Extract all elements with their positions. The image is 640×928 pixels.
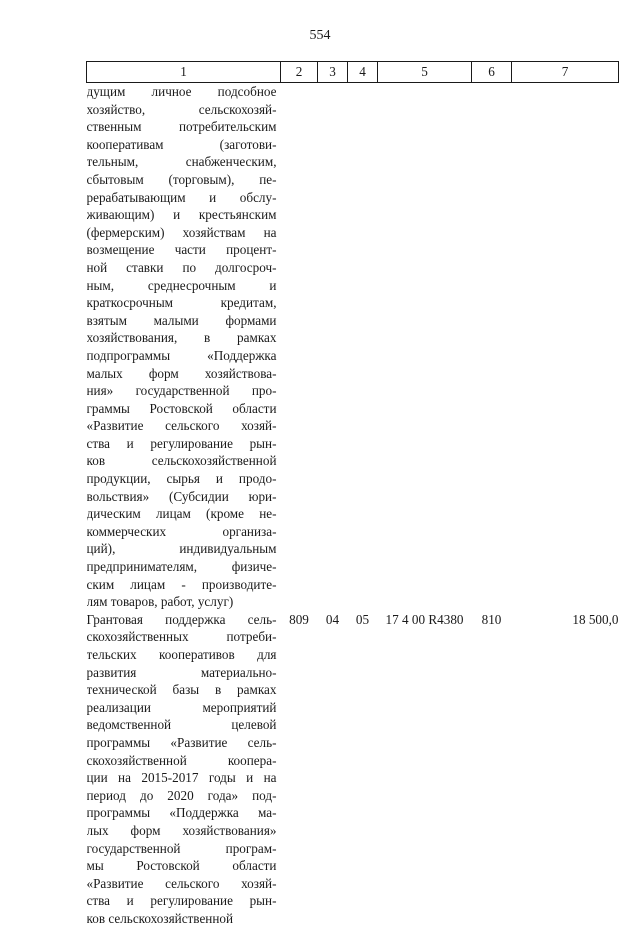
description-line: программы «Поддержка ма- [86, 805, 277, 821]
description-line: период до 2020 года» под- [86, 787, 277, 803]
description-line: тельным, снабженческим, [86, 154, 277, 170]
cell-col-2 [281, 83, 318, 611]
description-line: хозяйство, сельскохозяй- [86, 101, 277, 117]
description-line: взятым малыми формами [86, 312, 277, 328]
cell-col-2: 809 [289, 611, 309, 627]
cell-col-5 [378, 83, 472, 611]
header-col-7: 7 [512, 62, 619, 83]
description-line: скохозяйственной коопера- [86, 752, 277, 768]
description-line: возмещение части процент- [86, 242, 277, 258]
description-line: сбытовым (торговым), пе- [86, 171, 277, 187]
description-line: дущим личное подсобное [86, 84, 277, 99]
table-row [87, 611, 619, 928]
description-line: ным, среднесрочным и [86, 277, 277, 293]
description-line: «Развитие сельского хозяй- [86, 418, 277, 434]
description-line: реализации мероприятий [86, 699, 277, 715]
description-line: коммерческих организа- [86, 523, 277, 539]
description-line: «Развитие сельского хозяй- [86, 875, 277, 891]
header-col-1: 1 [87, 62, 281, 83]
description-line: ния» государственной про- [86, 383, 277, 399]
description-line: (фермерским) хозяйствам на [86, 224, 277, 240]
description-line: краткосрочным кредитам, [86, 295, 277, 311]
description-line: Грантовая поддержка сель- [86, 611, 277, 627]
header-col-6: 6 [472, 62, 512, 83]
page-number: 554 [309, 28, 331, 43]
description-line: рерабатывающим и обслу- [86, 189, 277, 205]
description-line: ственным потребительским [86, 119, 277, 135]
description-lines [87, 611, 277, 928]
table-row [87, 83, 619, 611]
description-line: государственной програм- [86, 840, 277, 856]
description-line: скохозяйственных потреби- [86, 629, 277, 645]
description-line: дическим лицам (кроме не- [86, 506, 277, 522]
description-line: мы Ростовской области [86, 858, 277, 874]
description-line: подпрограммы «Поддержка [86, 347, 277, 363]
description-line: продукции, сырья и продо- [86, 471, 277, 487]
description-line: граммы Ростовской области [86, 400, 277, 416]
cell-col-7: 18 500,0 [572, 611, 619, 627]
description-line: ков сельскохозяйственной [86, 910, 234, 926]
header-col-3: 3 [318, 62, 348, 83]
description-line: ства и регулирование рын- [86, 435, 277, 451]
description-lines [87, 83, 277, 611]
description-line: предпринимателям, физиче- [86, 559, 277, 575]
description-line: программы «Развитие сель- [86, 734, 277, 750]
cell-col-6 [472, 83, 512, 611]
cell-col-6: 810 [481, 611, 502, 627]
description-line: ведомственной целевой [86, 717, 277, 733]
description-line: развития материально- [86, 664, 277, 680]
description-line: лям товаров, работ, услуг) [86, 594, 234, 610]
row-description [87, 83, 281, 611]
description-line: живающим) и крестьянским [86, 207, 277, 223]
description-line: лых форм хозяйствования» [86, 822, 277, 838]
description-line: вольствия» (Субсидии юри- [86, 488, 277, 504]
description-line: малых форм хозяйствова- [86, 365, 277, 381]
description-line: тельских кооперативов для [86, 647, 277, 662]
cell-col-4 [348, 83, 378, 611]
description-line: ций), индивидуальным [86, 541, 277, 557]
cell-col-3 [318, 83, 348, 611]
row-description [87, 611, 281, 928]
table-header-row [87, 62, 619, 83]
description-line: ков сельскохозяйственной [86, 453, 277, 469]
description-line: ции на 2015-2017 годы и на [86, 770, 277, 786]
description-line: хозяйствования, в рамках [86, 330, 277, 346]
cell-col-3: 04 [325, 611, 340, 627]
description-line: ским лицам - производите- [86, 576, 277, 592]
header-col-2: 2 [281, 62, 318, 83]
cell-col-5: 17 4 00 R4380 [385, 611, 464, 627]
budget-table [86, 61, 619, 928]
description-line: ства и регулирование рын- [86, 893, 277, 909]
header-col-5: 5 [378, 62, 472, 83]
description-line: ной ставки по долгосроч- [86, 259, 277, 275]
description-line: кооперативам (заготови- [86, 136, 277, 152]
description-line: технической базы в рамках [86, 682, 277, 698]
cell-col-4: 05 [355, 611, 370, 627]
header-col-4: 4 [348, 62, 378, 83]
cell-col-7 [512, 83, 619, 611]
